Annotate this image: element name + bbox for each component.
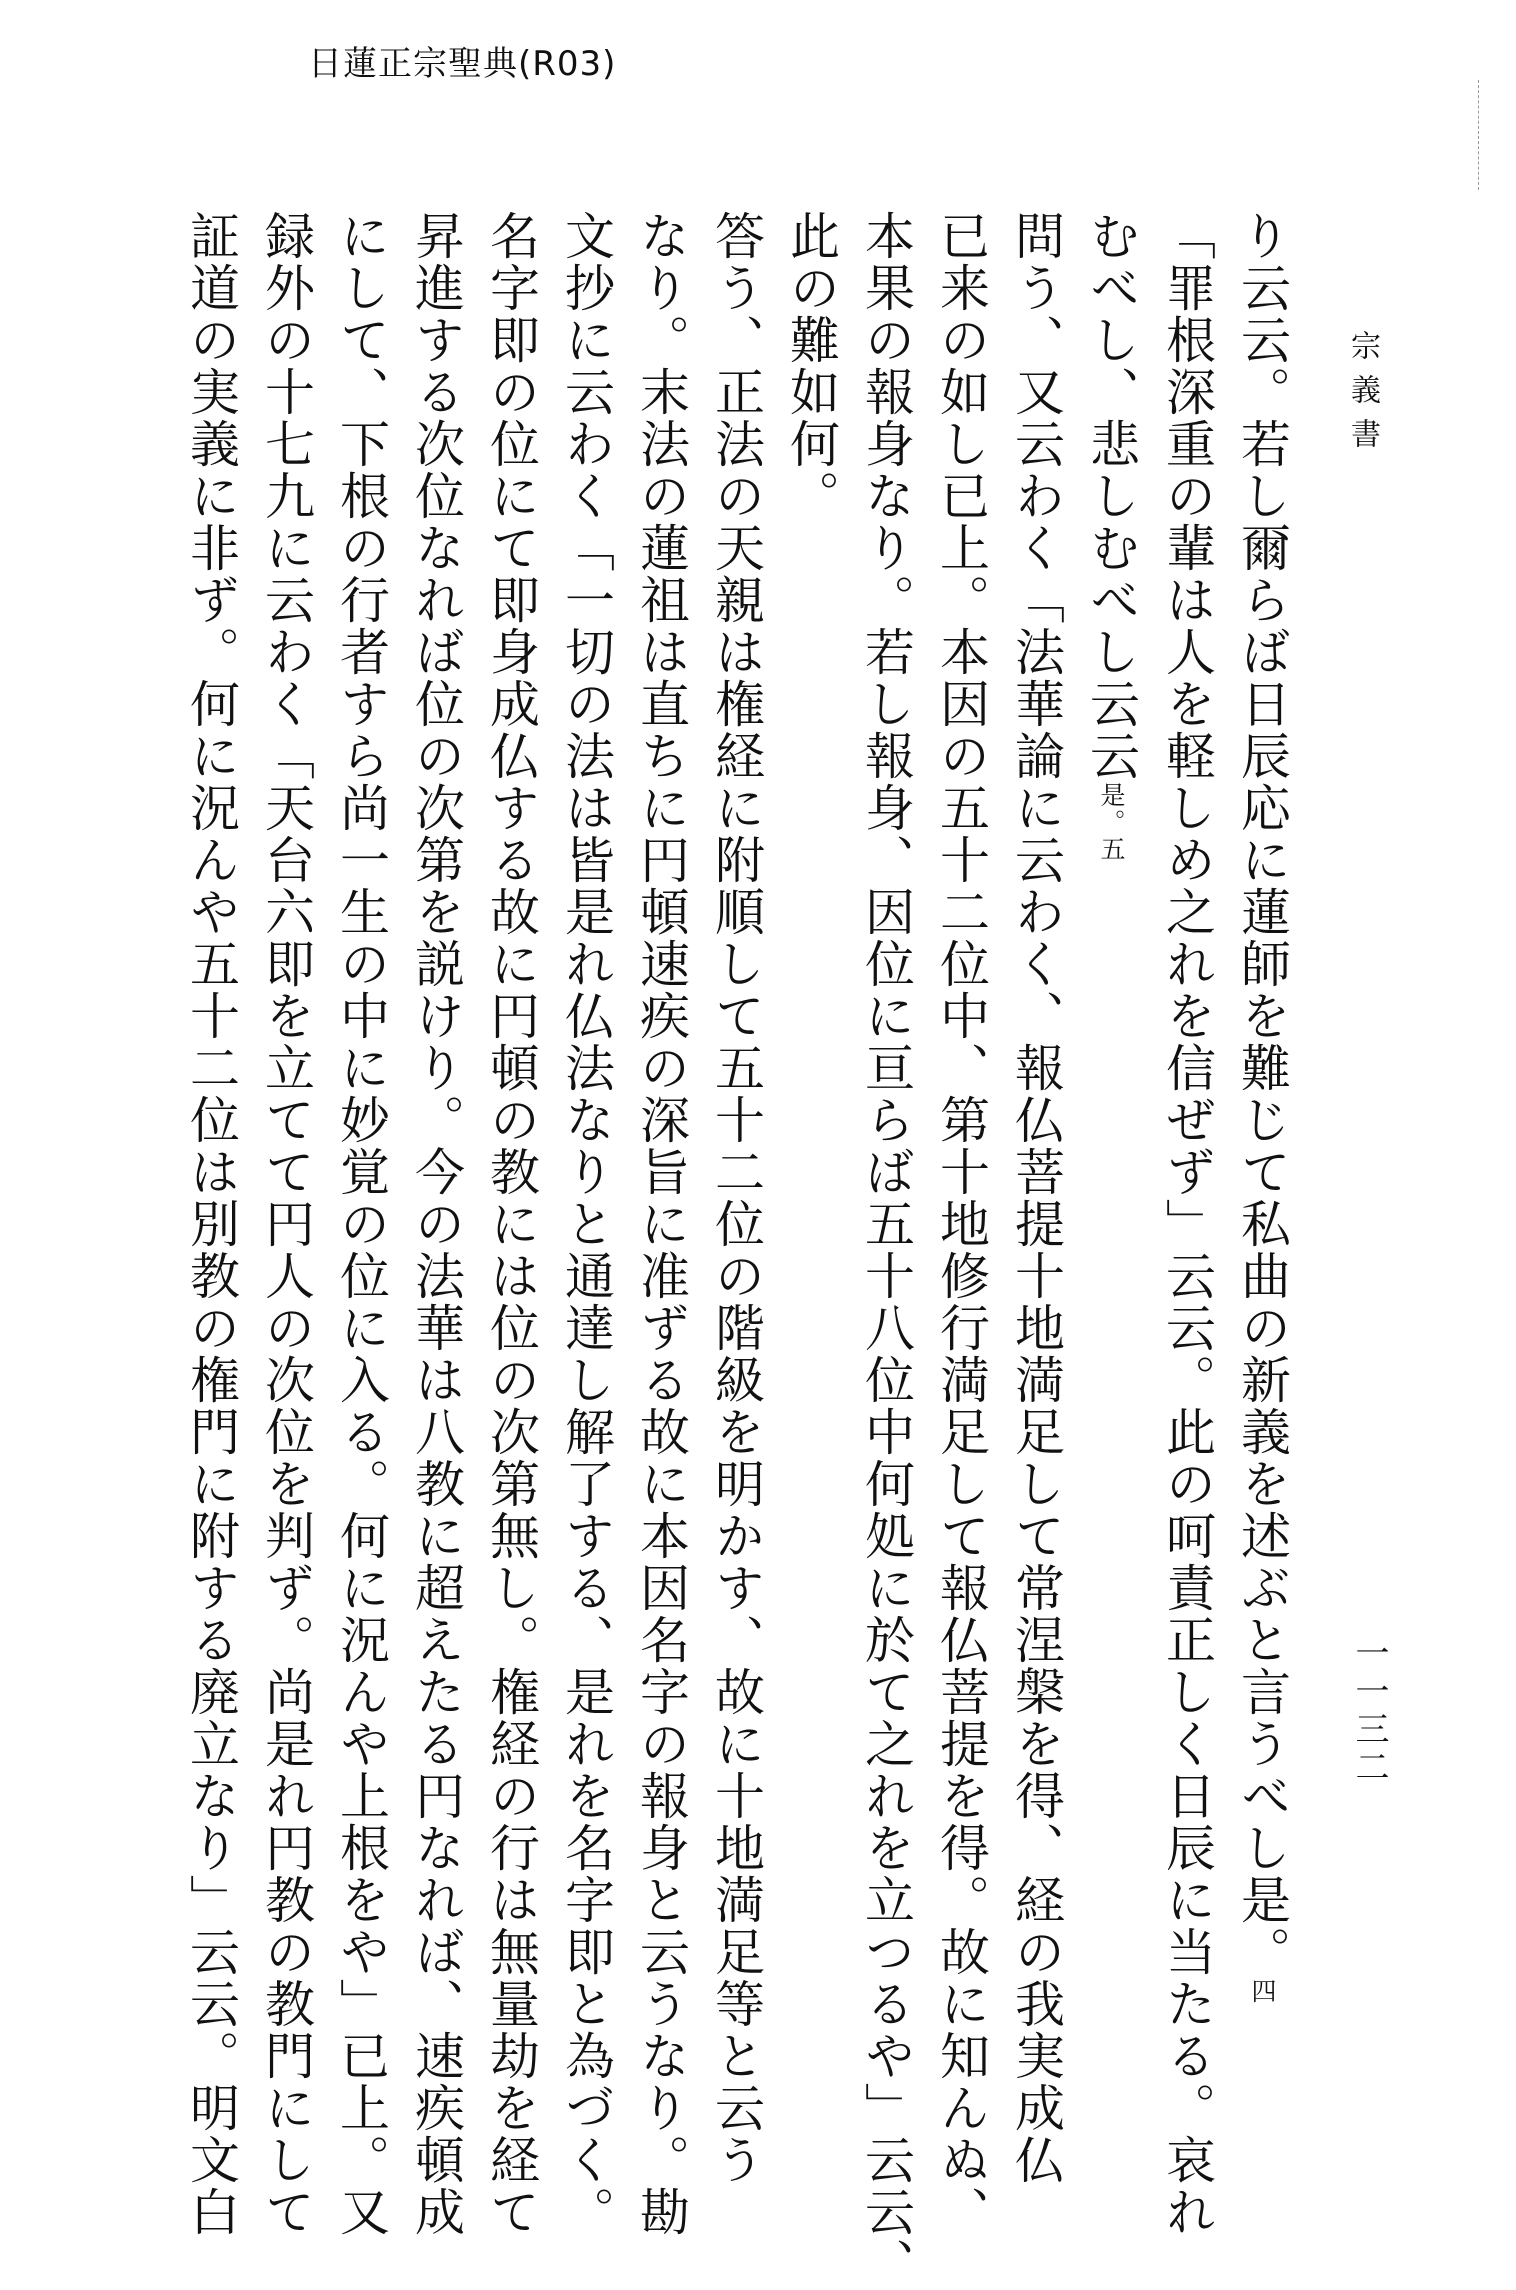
line-text: 昇進する次位なれば位の次第を説けり。今の法華は八教に超えたる円なれば、速疾頓成	[407, 210, 465, 2238]
text-body	[182, 210, 1300, 2290]
text-line	[173, 210, 248, 2238]
line-text: なり。末法の蓮祖は直ちに円頓速疾の深旨に准ずる故に本因名字の報身と云うなり。勘	[632, 210, 690, 2238]
line-text: 証道の実義に非ず。何に況んや五十二位は別教の権門に附する廃立なり」云云。明文白	[182, 210, 240, 2238]
page-number: 一一三二	[1349, 1635, 1389, 1787]
line-note: 四	[1248, 1978, 1277, 2005]
edge-mark	[1478, 80, 1480, 190]
line-text: むべし、悲しむべし云云	[1082, 210, 1140, 782]
text-line	[1149, 210, 1224, 2238]
text-line	[848, 210, 923, 2290]
line-text: 「罪根深重の輩は人を軽しめ之れを信ぜず」云云。此の呵責正しく日辰に当たる。哀れ	[1158, 210, 1216, 2238]
line-text: り云云。若し爾らば日辰応に蓮師を難じて私曲の新義を述ぶと言うべし是。	[1233, 210, 1291, 1978]
line-text: 已来の如し已上。本因の五十二位中、第十地修行満足して報仏菩提を得。故に知んぬ、	[932, 210, 990, 2238]
line-text: 文抄に云わく「一切の法は皆是れ仏法なりと通達し解了する、是れを名字即と為づく。	[557, 210, 615, 2238]
text-line	[1073, 210, 1149, 2010]
line-text: 本果の報身なり。若し報身、因位に亘らば五十八位中何処に於て之れを立つるや」云云、	[857, 210, 915, 2290]
text-line	[923, 210, 998, 2238]
line-note: 是。五	[1097, 782, 1126, 863]
line-text: 答う、正法の天親は権経に附順して五十二位の階級を明かす、故に十地満足等と云う	[707, 210, 765, 2186]
text-line	[773, 210, 848, 2010]
text-line	[473, 210, 548, 2238]
text-line	[698, 210, 773, 2186]
text-line	[998, 210, 1073, 2186]
line-text: 録外の十七九に云わく「天台六即を立てて円人の次位を判ず。尚是れ円教の教門にして	[257, 210, 315, 2238]
text-line	[323, 210, 398, 2238]
line-text: 名字即の位にて即身成仏する故に円頓の教には位の次第無し。権経の行は無量劫を経て	[482, 210, 540, 2238]
text-line	[623, 210, 698, 2238]
document-header: 日蓮正宗聖典(R03)	[308, 44, 617, 84]
text-line	[248, 210, 323, 2238]
section-title: 宗義書	[1345, 330, 1380, 462]
text-line	[398, 210, 473, 2238]
line-text: にして、下根の行者すら尚一生の中に妙覚の位に入る。何に況んや上根をや」已上。又	[332, 210, 390, 2238]
text-line	[548, 210, 623, 2238]
text-line	[1224, 210, 1300, 2010]
line-text: 問う、又云わく「法華論に云わく、報仏菩提十地満足して常涅槃を得、経の我実成仏	[1007, 210, 1065, 2186]
line-text: 此の難如何。	[782, 210, 840, 522]
